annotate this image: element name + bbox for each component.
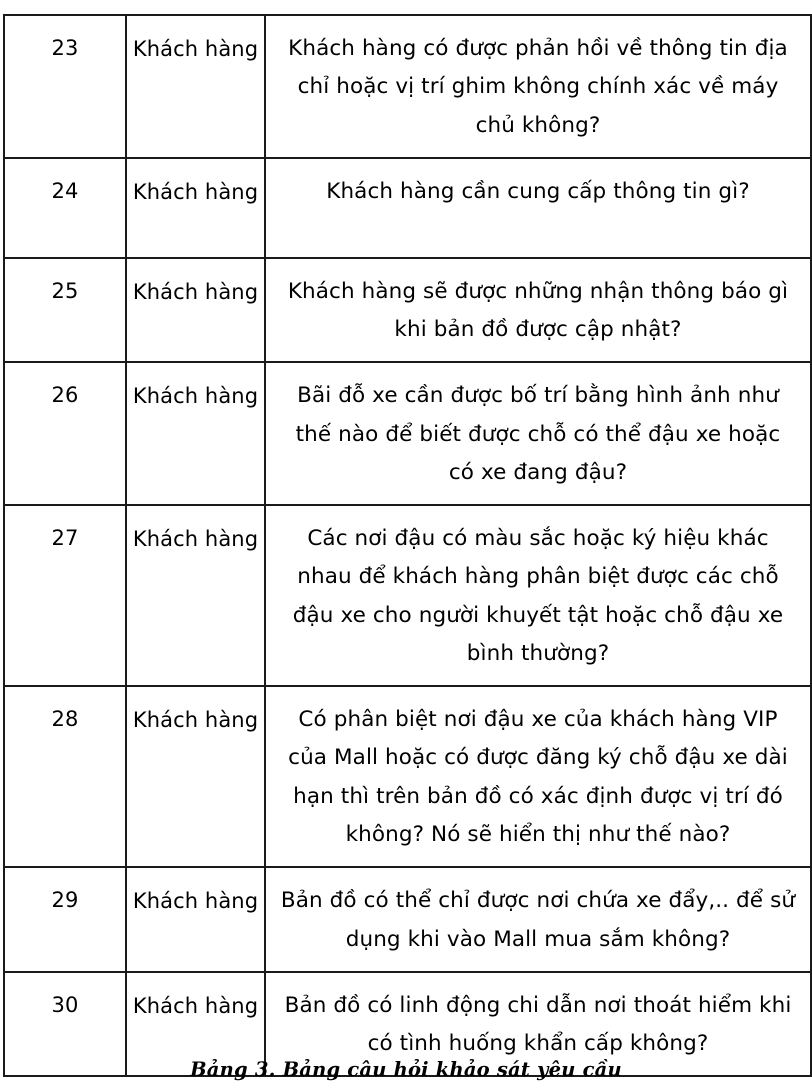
- row-role: Khách hàng: [132, 993, 259, 1018]
- cell-question: [265, 362, 811, 505]
- row-question: Bản đồ có linh động chi dẫn nơi thoát hiểm khi có tình huống khẩn cấp không?: [284, 992, 792, 1057]
- survey-questions-table: [3, 14, 812, 1077]
- cell-number: [4, 158, 126, 258]
- row-question: Các nơi đậu có màu sắc hoặc ký hiệu khác nhau để khách hàng phân biệt được các chỗ đậu xe cho người khuyết tật hoặc chỗ đậu xe bình thường?: [292, 526, 784, 666]
- row-role: Khách hàng: [132, 384, 259, 409]
- table-row: [4, 15, 811, 158]
- cell-number: [4, 362, 126, 505]
- row-role: Khách hàng: [132, 889, 259, 914]
- row-number: 24: [51, 178, 79, 203]
- row-question: Khách hàng sẽ được những nhận thông báo gì khi bản đồ được cập nhật?: [287, 278, 789, 343]
- cell-role: [126, 158, 265, 258]
- row-number: 25: [51, 278, 79, 303]
- cell-number: [4, 258, 126, 363]
- row-role: Khách hàng: [132, 527, 259, 552]
- cell-role: [126, 505, 265, 686]
- table-row: [4, 362, 811, 505]
- cell-number: [4, 15, 126, 158]
- table-row: [4, 867, 811, 972]
- cell-number: [4, 505, 126, 686]
- row-role: Khách hàng: [132, 179, 259, 204]
- cell-role: [126, 686, 265, 867]
- cell-role: [126, 15, 265, 158]
- row-role: Khách hàng: [132, 279, 259, 304]
- cell-number: [4, 867, 126, 972]
- cell-question: [265, 158, 811, 258]
- row-number: 23: [51, 36, 79, 60]
- row-question: Bản đồ có thể chỉ được nơi chứa xe đẩy,.. để sử dụng khi vào Mall mua sắm không?: [280, 888, 796, 952]
- cell-question: [265, 867, 811, 972]
- row-number: 29: [51, 888, 79, 913]
- row-question: Khách hàng có được phản hồi về thông tin địa chỉ hoặc vị trí ghim không chính xác về máy chủ không?: [288, 36, 788, 138]
- cell-role: [126, 258, 265, 363]
- table-row: [4, 686, 811, 867]
- cell-question: [265, 505, 811, 686]
- cell-number: [4, 686, 126, 867]
- row-number: 30: [51, 992, 79, 1017]
- row-role: Khách hàng: [132, 708, 259, 733]
- table-row: [4, 258, 811, 363]
- cell-role: [126, 867, 265, 972]
- cell-question: [265, 258, 811, 363]
- cell-question: [265, 686, 811, 867]
- cell-role: [126, 362, 265, 505]
- row-question: Khách hàng cần cung cấp thông tin gì?: [326, 178, 750, 204]
- row-role: Khách hàng: [132, 37, 259, 61]
- row-question: Bãi đỗ xe cần được bố trí bằng hình ảnh như thế nào để biết được chỗ có thể đậu xe hoặc có xe đang đậu?: [295, 383, 781, 485]
- row-question: Có phân biệt nơi đậu xe của khách hàng VIP của Mall hoặc có được đăng ký chỗ đậu xe dài hạn thì trên bản đồ có xác định được vị trí đó không? Nó sẽ hiển thị như thế nào?: [288, 707, 788, 847]
- row-number: 27: [51, 526, 79, 551]
- table-row: [4, 158, 811, 258]
- row-number: 28: [51, 707, 79, 732]
- table-row: [4, 505, 811, 686]
- table-caption: Bảng 3. Bảng câu hỏi khảo sát yêu cầu: [190, 1058, 622, 1081]
- cell-question: [265, 15, 811, 158]
- table-body: [4, 15, 811, 1076]
- row-number: 26: [51, 383, 79, 408]
